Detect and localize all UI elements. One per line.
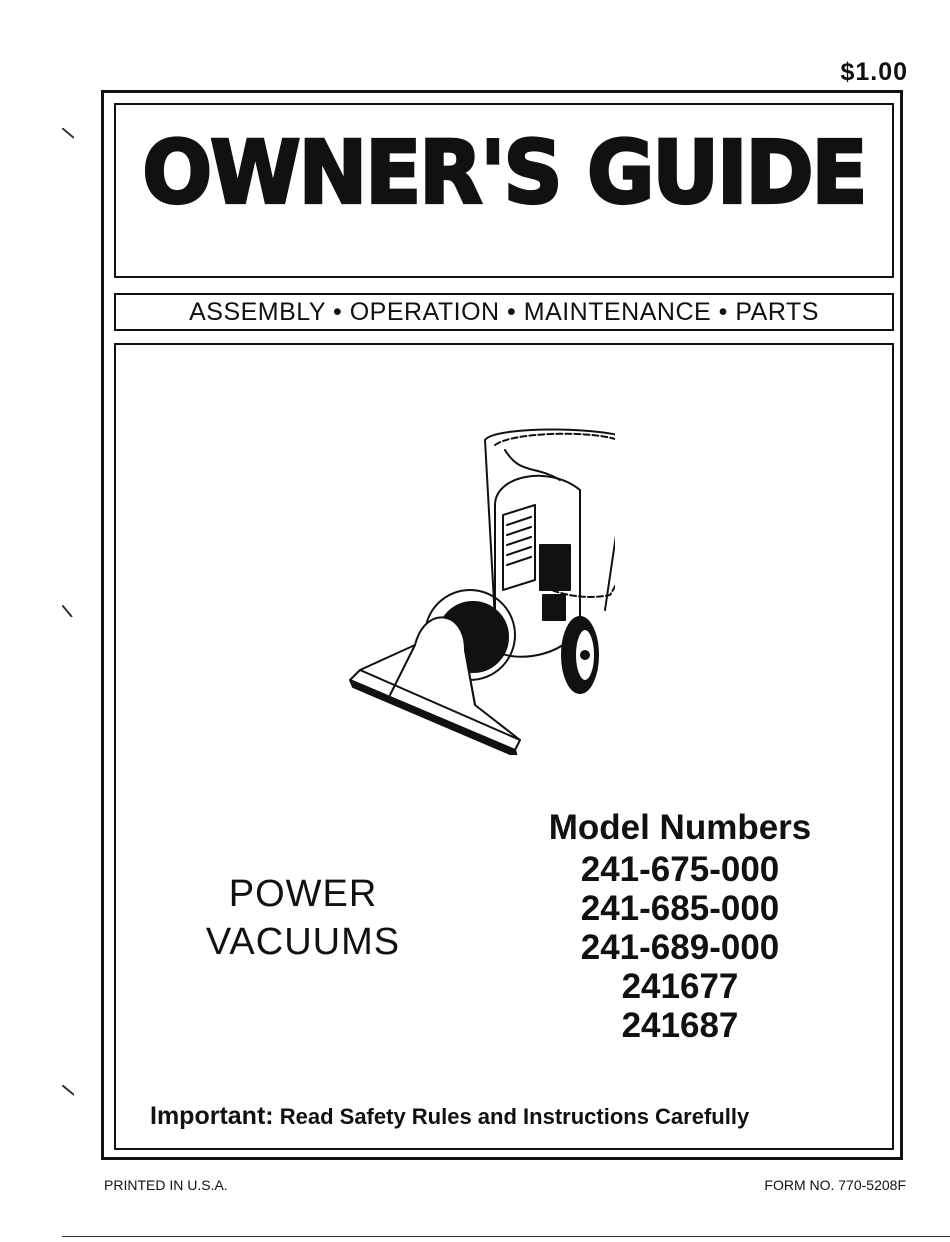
model-number: 241687 [621,1006,739,1045]
power-vacuum-illustration-icon [345,405,615,755]
price-label: $1.00 [840,58,908,86]
important-notice [150,1102,749,1131]
product-name-line2: VACUUMS [205,921,401,963]
model-number: 241677 [621,967,739,1006]
product-name [168,870,438,966]
arrow-mark-icon [62,1085,74,1097]
form-number-label: FORM NO. 770-5208F [764,1177,906,1193]
important-lead: Important: [150,1102,274,1130]
subtitle-bar: ASSEMBLY • OPERATION • MAINTENANCE • PARTS [114,293,894,331]
model-numbers-heading: Model Numbers [548,808,812,847]
product-name-line1: POWER [228,873,378,915]
model-number: 241-675-000 [580,850,780,889]
bottom-rule [62,1236,950,1237]
title-box [114,103,894,278]
arrow-mark-icon [62,605,74,617]
model-number: 241-685-000 [580,889,780,928]
page-title: OWNER'S GUIDE [142,123,866,224]
arrow-mark-icon [62,128,74,140]
model-numbers-list [530,850,830,1045]
important-text: Read Safety Rules and Instructions Carefully [279,1104,750,1129]
model-number: 241-689-000 [580,928,780,967]
printed-in-label: PRINTED IN U.S.A. [104,1177,228,1193]
